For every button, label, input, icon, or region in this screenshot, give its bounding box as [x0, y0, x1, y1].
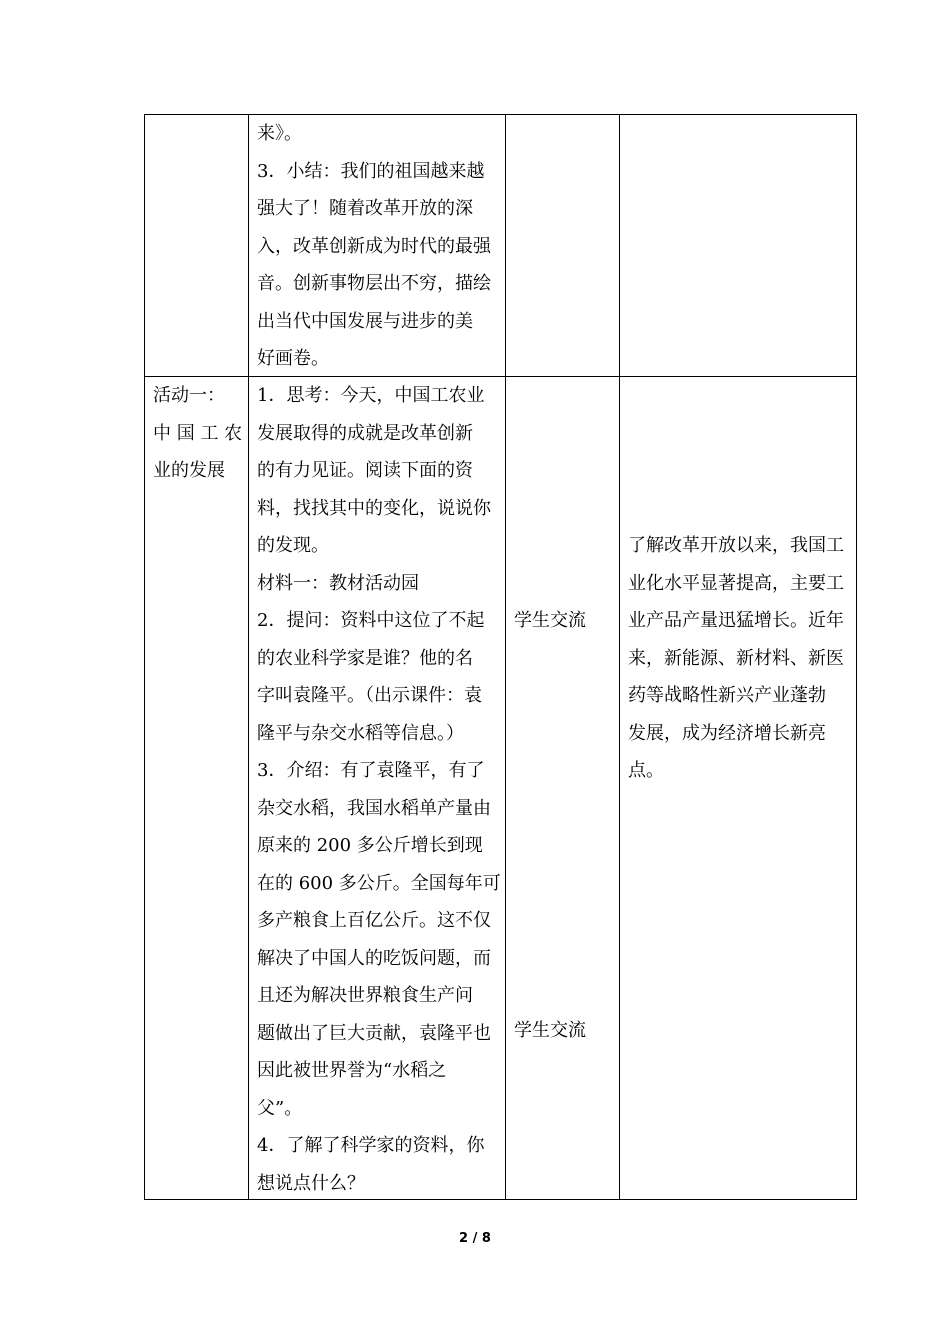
text-line: 想说点什么？ [257, 1172, 365, 1194]
text-line: 2．提问：资料中这位了不起 [257, 610, 485, 631]
text-line: 发展取得的成就是改革创新 [257, 422, 473, 444]
text-line: 的有力见证。阅读下面的资 [257, 460, 473, 481]
text-line: 1．思考：今天，中国工农业 [257, 385, 485, 406]
text-line: 点。 [628, 760, 664, 781]
activity-title-cell [153, 377, 242, 490]
activity-title-line: 活动一： [153, 385, 225, 406]
text-line: 且还为解决世界粮食生产问 [257, 985, 473, 1006]
text-line: 入，改革创新成为时代的最强 [257, 235, 491, 257]
text-line: 来，新能源、新材料、新医 [628, 647, 844, 669]
text-line: 材料一：教材活动园 [257, 572, 419, 594]
text-line: 发展，成为经济增长新亮 [628, 722, 826, 744]
text-line: 3．介绍：有了袁隆平，有了 [257, 760, 485, 781]
text-line: 了解改革开放以来，我国工 [628, 535, 844, 556]
row2-procedure-cell [257, 377, 501, 1202]
text-line: 药等战略性新兴产业蓬勃 [628, 685, 826, 706]
text-line: 的发现。 [257, 535, 329, 556]
table-border-right [856, 114, 857, 1200]
text-line: 原来的 200 多公斤增长到现 [257, 835, 483, 856]
table-border-left [144, 114, 145, 1200]
text-line: 在的 600 多公斤。全国每年可 [257, 872, 501, 894]
text-line: 业产品产量迅猛增长。近年 [628, 610, 844, 631]
col-divider-2 [505, 114, 506, 1200]
text-line: 学生交流 [514, 610, 586, 631]
row1-procedure-cell [257, 115, 491, 378]
text-line: 4．了解了科学家的资料，你 [257, 1135, 485, 1156]
activity-title-line: 中 国 工 农 [153, 422, 243, 444]
text-line: 好画卷。 [257, 348, 329, 369]
text-line: 解决了中国人的吃饭问题，而 [257, 947, 491, 969]
text-line: 料，找找其中的变化，说说你 [257, 497, 491, 519]
page-number: 2 / 8 [459, 1231, 491, 1246]
text-line: 字叫袁隆平。（出示课件：袁 [257, 685, 482, 706]
text-line: 父”。 [257, 1097, 303, 1119]
text-line: 强大了！随着改革开放的深 [257, 198, 473, 219]
text-line: 音。创新事物层出不穷，描绘 [257, 273, 491, 294]
col-divider-3 [619, 114, 620, 1200]
design-intent-cell [628, 527, 844, 790]
student-activity-2 [514, 1012, 586, 1050]
text-line: 题做出了巨大贡献，袁隆平也 [257, 1022, 491, 1044]
text-line: 学生交流 [514, 1020, 586, 1041]
text-line: 因此被世界誉为“水稻之 [257, 1060, 447, 1081]
table-border-top [144, 114, 857, 115]
text-line: 3．小结：我们的祖国越来越 [257, 160, 485, 182]
text-line: 出当代中国发展与进步的美 [257, 310, 473, 332]
student-activity-1 [514, 602, 586, 640]
text-line: 隆平与杂交水稻等信息。） [257, 722, 464, 744]
text-line: 杂交水稻，我国水稻单产量由 [257, 797, 491, 819]
text-line: 来》。 [257, 123, 302, 144]
col-divider-1 [248, 114, 249, 1200]
text-line: 业化水平显著提高，主要工 [628, 572, 844, 594]
text-line: 多产粮食上百亿公斤。这不仅 [257, 910, 491, 931]
activity-title-line: 业的发展 [153, 460, 225, 481]
text-line: 的农业科学家是谁？他的名 [257, 647, 473, 669]
lesson-plan-table [144, 114, 857, 1200]
